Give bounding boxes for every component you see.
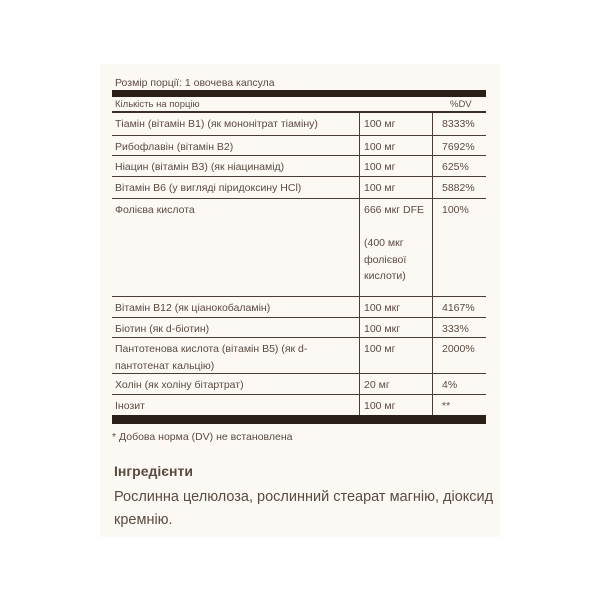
column-separator xyxy=(432,374,433,394)
column-separator xyxy=(432,177,433,198)
nutrient-dv: 100% xyxy=(442,204,469,216)
column-separator xyxy=(359,136,360,155)
nutrient-dv: 625% xyxy=(442,161,469,173)
nutrient-amount: 100 мг xyxy=(364,400,396,412)
nutrient-name: Інозит xyxy=(115,400,145,412)
serving-size: Розмір порції: 1 овочева капсула xyxy=(115,77,275,89)
column-separator xyxy=(432,318,433,337)
bottom-divider-bar xyxy=(112,415,486,424)
dv-header: %DV xyxy=(450,99,472,110)
nutrient-row xyxy=(112,297,486,318)
column-separator xyxy=(359,338,360,373)
nutrient-amount: 100 мг xyxy=(364,161,396,173)
nutrient-row xyxy=(112,177,486,199)
amount-per-serving-header: Кількість на порцію xyxy=(115,99,200,110)
nutrient-amount: 100 мг xyxy=(364,182,396,194)
nutrient-row xyxy=(112,156,486,177)
column-separator xyxy=(432,395,433,415)
nutrient-dv: 4167% xyxy=(442,302,475,314)
nutrient-row xyxy=(112,136,486,156)
column-separator xyxy=(359,113,360,135)
nutrient-dv: 333% xyxy=(442,323,469,335)
nutrient-name: Вітамін B12 (як ціанокобаламін) xyxy=(115,302,271,314)
column-separator xyxy=(432,136,433,155)
nutrient-amount: 100 мг xyxy=(364,118,396,130)
column-separator xyxy=(432,338,433,373)
column-separator xyxy=(359,297,360,317)
nutrient-row xyxy=(112,374,486,395)
nutrient-row xyxy=(112,199,486,297)
nutrient-dv: 7692% xyxy=(442,141,475,153)
nutrient-amount: 100 мкг xyxy=(364,323,401,335)
nutrient-dv: 5882% xyxy=(442,182,475,194)
nutrient-name: Пантотенова кислота (вітамін B5) (як d-пантотенат кальцію) xyxy=(115,343,308,372)
nutrient-row xyxy=(112,113,486,136)
column-separator xyxy=(359,177,360,198)
column-separator xyxy=(359,374,360,394)
nutrient-dv: 2000% xyxy=(442,343,475,355)
nutrient-name: Ніацин (вітамін B3) (як ніацинамід) xyxy=(115,161,285,173)
nutrient-name: Вітамін B6 (у вигляді піридоксину HCl) xyxy=(115,182,302,194)
nutrient-row xyxy=(112,395,486,415)
column-separator xyxy=(359,318,360,337)
column-separator xyxy=(432,199,433,296)
column-separator xyxy=(359,199,360,296)
nutrient-amount: 666 мкг DFE (400 мкг фолієвої кислоти) xyxy=(364,204,424,282)
dv-footnote: * Добова норма (DV) не встановлена xyxy=(112,431,293,443)
top-divider-bar xyxy=(112,90,486,97)
column-separator xyxy=(432,297,433,317)
column-separator xyxy=(432,156,433,176)
ingredients-text: Рослинна целюлоза, рослинний стеарат магнію, діоксид кремнію. xyxy=(114,489,494,528)
nutrient-dv: 4% xyxy=(442,379,458,391)
nutrient-name: Фолієва кислота xyxy=(115,204,195,216)
nutrient-row xyxy=(112,318,486,338)
nutrient-name: Тіамін (вітамін B1) (як мононітрат тіаміну) xyxy=(115,118,318,130)
nutrient-dv: 8333% xyxy=(442,118,475,130)
ingredients-title: Інгредієнти xyxy=(114,463,193,479)
nutrient-name: Рибофлавін (вітамін B2) xyxy=(115,141,234,153)
column-separator xyxy=(432,113,433,135)
nutrient-name: Біотин (як d-біотин) xyxy=(115,323,210,335)
nutrient-amount: 100 мг xyxy=(364,141,396,153)
column-separator xyxy=(359,156,360,176)
nutrient-amount: 100 мг xyxy=(364,343,396,355)
nutrient-row xyxy=(112,338,486,374)
column-separator xyxy=(359,395,360,415)
nutrient-amount: 100 мкг xyxy=(364,302,401,314)
nutrient-amount: 20 мг xyxy=(364,379,390,391)
nutrient-name: Холін (як холіну бітартрат) xyxy=(115,379,244,391)
nutrient-dv: ** xyxy=(442,400,451,412)
